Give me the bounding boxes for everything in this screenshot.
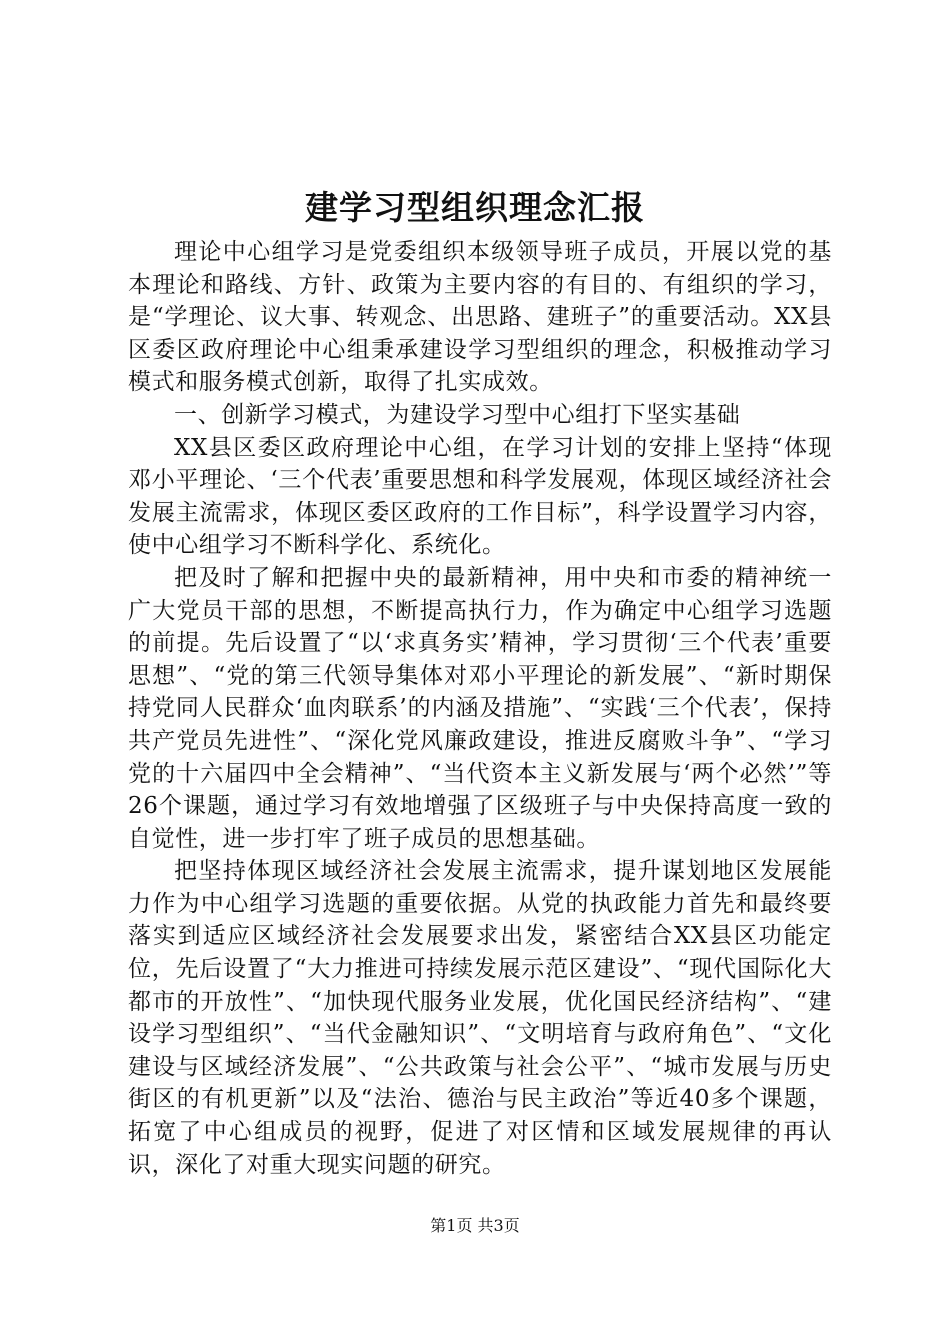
paragraph-central-spirit: 把及时了解和把握中央的最新精神，用中央和市委的精神统一广大党员干部的思想，不断提高执行力，作为确定中心组学习选题的前提。先后设置了“以‘求真务实’精神，学习贯彻‘三个代表’重要思想”、“党的第三代领导集体对邓小平理论的新发展”、“新时期保持党同人民群众‘血肉联系’的内涵及措施”、“实践‘三个代表’，保持共产党员先进性”、“深化党风廉政建设，推进反腐败斗争”、“学习党的十六届四中全会精神”、“当代资本主义新发展与‘两个必然’”等26个课题，通过学习有效地增强了区级班子与中央保持高度一致的自觉性，进一步打牢了班子成员的思想基础。	[128, 564, 832, 852]
paragraph-study-plan: XX县区委区政府理论中心组，在学习计划的安排上坚持“体现邓小平理论、‘三个代表’重要思想和科学发展观，体现区域经济社会发展主流需求，体现区委区政府的工作目标”，科学设置学习内容，使中心组学习不断科学化、系统化。	[128, 434, 832, 559]
page-footer: 第1页 共3页	[430, 1216, 520, 1235]
document-title: 建学习型组织理念汇报	[305, 188, 645, 227]
paragraph-intro: 理论中心组学习是党委组织本级领导班子成员，开展以党的基本理论和路线、方针、政策为主要内容的有目的、有组织的学习，是“学理论、议大事、转观念、出思路、建班子”的重要活动。XX县区委区政府理论中心组秉承建设学习型组织的理念，积极推动学习模式和服务模式创新，取得了扎实成效。	[128, 239, 832, 396]
paragraph-regional-development: 把坚持体现区域经济社会发展主流需求，提升谋划地区发展能力作为中心组学习选题的重要依据。从党的执政能力首先和最终要落实到适应区域经济社会发展要求出发，紧密结合XX县区功能定位，先后设置了“大力推进可持续发展示范区建设”、“现代国际化大都市的开放性”、“加快现代服务业发展，优化国民经济结构”、“建设学习型组织”、“当代金融知识”、“文明培育与政府角色”、“文化建设与区域经济发展”、“公共政策与社会公平”、“城市发展与历史街区的有机更新”以及“法治、德治与民主政治”等近40多个课题，拓宽了中心组成员的视野，促进了对区情和区域发展规律的再认识，深化了对重大现实问题的研究。	[128, 858, 832, 1178]
document-body	[128, 236, 832, 1181]
section-heading-1: 一、创新学习模式，为建设学习型中心组打下坚实基础	[174, 401, 741, 428]
